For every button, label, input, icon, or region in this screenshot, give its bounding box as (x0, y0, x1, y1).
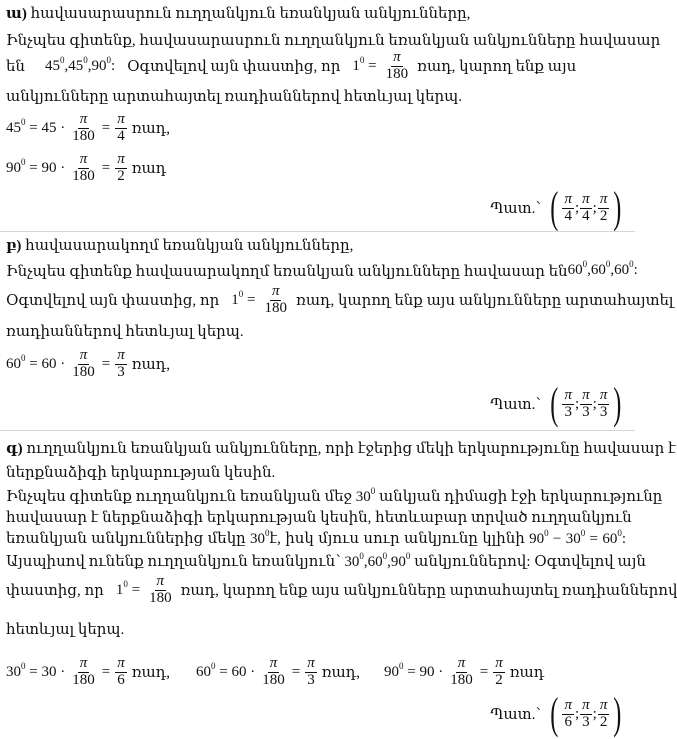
right-paren: ) (613, 183, 622, 232)
angles-text: $60^0,60^0,60^0$: (567, 259, 638, 278)
answer-label: Պատ.՝ (490, 706, 541, 723)
fraction: $\frac{\pi}{4}$ (117, 110, 125, 144)
answer-label: Պատ.՝ (490, 396, 541, 413)
equals-sign: = (291, 663, 301, 680)
left-paren: ( (550, 379, 559, 428)
right-paren: ) (613, 689, 622, 738)
section-c-equation-3 (384, 650, 544, 694)
left-paren: ( (550, 689, 559, 738)
unit: ռադ, (321, 664, 360, 681)
section-c-heading (6, 439, 676, 458)
fraction: $\frac{\pi}{180}$ (72, 346, 95, 380)
equals-sign: = (101, 119, 111, 136)
section-b-label: բ) (6, 238, 22, 254)
section-divider (0, 231, 635, 232)
section-a-line-3 (6, 47, 576, 85)
one-degree: $1^0$ = (115, 578, 141, 598)
section-a-equation-2 (6, 146, 166, 190)
fraction: $\frac{\pi}{180}$ (264, 282, 287, 316)
one-degree: $1^0$ = (231, 288, 256, 308)
left-paren: ( (550, 183, 559, 232)
line-text: ռադ, կարող ենք այս անկյունները արտահայտել ռադիաններով (180, 582, 677, 599)
section-c-equation-2 (196, 650, 360, 694)
fraction: $\frac{\pi}{180}$ (385, 48, 409, 82)
equals-sign: = (101, 159, 111, 176)
right-paren: ) (613, 379, 622, 428)
section-c-line-2: ներքնաձիգի երկարության կեսին. (6, 465, 276, 481)
fraction: $\frac{\pi}{3}$ (117, 346, 125, 380)
answer-fractions: $\frac{\pi}{4}$ ; $\frac{\pi}{4}$ ; $\frac{\pi}{2}$ (564, 190, 608, 224)
section-a-line-2: Ինչպես գիտենք, հավասարասրուն ուղղանկյուն եռանկյան անկյունները հավասար (6, 33, 661, 49)
line-text: են (6, 58, 25, 75)
section-b-line-3 (6, 278, 674, 322)
section-c-heading-text: ուղղանկյուն եռանկյան անկյունները, որի էջերից մեկի երկարությունը հավասար է (22, 441, 676, 457)
section-b-heading-text: հավասարակողմ եռանկյան անկյունները, (21, 238, 354, 254)
section-a-heading (6, 4, 470, 23)
section-c-line-7 (6, 568, 677, 612)
equals-sign: = (101, 355, 111, 372)
section-a-line-4: անկյունները արտահայտել ռադիաններով հետևյալ կերպ. (6, 89, 463, 105)
section-c-equation-1 (6, 650, 170, 694)
fraction: $\frac{\pi}{2}$ (495, 654, 503, 688)
unit: ռադ (509, 664, 545, 681)
line-text: ռադ, կարող ենք այս (417, 58, 577, 75)
section-c-label: գ) (6, 441, 23, 457)
fraction: $\frac{\pi}{3}$ (307, 654, 315, 688)
fraction: $\frac{\pi}{6}$ (117, 654, 125, 688)
equals-sign: = (479, 663, 489, 680)
answer-fractions: $\frac{\pi}{3}$ ; $\frac{\pi}{3}$ ; $\frac{\pi}{3}$ (564, 386, 608, 420)
equation-lhs: $60^0 = 60$ · (196, 660, 256, 680)
fraction: $\frac{\pi}{2}$ (117, 150, 125, 184)
unit: ռադ, (131, 664, 170, 681)
section-c-answer (490, 689, 625, 738)
equation-lhs: $30^0 = 30$ · (6, 660, 66, 680)
angles-text: $45^0,45^0,90^0$: (44, 54, 116, 74)
answer-label: Պատ.՝ (490, 200, 541, 217)
section-b-line-4: ռադիաններով հետևյալ կերպ. (6, 324, 244, 340)
fraction: $\frac{\pi}{180}$ (450, 654, 473, 688)
unit: ռադ, (131, 356, 170, 373)
line-text: Ինչպես գիտենք հավասարակողմ եռանկյան անկյունները հավասար են (6, 264, 568, 280)
section-a-heading-text: հավասարասրուն ուղղանկյուն եռանկյան անկյունները, (26, 6, 471, 22)
section-a-answer (490, 183, 625, 232)
equation-lhs: $90^0 = 90$ · (384, 660, 444, 680)
fraction: $\frac{\pi}{180}$ (72, 110, 95, 144)
line-text: Օգտվելով այն փաստից, որ (6, 292, 220, 309)
section-c-line-5: եռանկյան անկյուններից մեկը $30^0է$, իսկ մյուս սուր անկյունը կլինի $90^0 - 30^0 = 60^0$: (6, 528, 626, 547)
section-c-line-8: հետևյալ կերպ. (6, 622, 125, 638)
section-a-label: ա) (6, 6, 27, 22)
section-c-line-3: Ինչպես գիտենք ուղղանկյուն եռանկյան մեջ $30^0$ անկյան դիմացի էջի երկարությունը (6, 486, 663, 505)
unit: ռադ (131, 160, 167, 177)
fraction: $\frac{\pi}{180}$ (262, 654, 285, 688)
section-b-answer (490, 379, 625, 428)
section-b-equation (6, 342, 170, 386)
equals-sign: = (101, 663, 111, 680)
line-text: ռադ, կարող ենք այս անկյունները արտահայտել (295, 292, 674, 309)
equation-lhs: $60^0 = 60$ · (6, 352, 66, 372)
section-c-line-6: Այսպիսով ունենք ուղղանկյուն եռանկյուն՝ $30^0,60^0,90^0$ անկյուններով: Օգտվելով այն (6, 551, 646, 570)
unit: ռադ, (131, 120, 170, 137)
section-divider (0, 430, 635, 431)
section-a-equation-1 (6, 106, 170, 150)
answer-fractions: $\frac{\pi}{6}$ ; $\frac{\pi}{3}$ ; $\frac{\pi}{2}$ (564, 696, 608, 730)
fraction: $\frac{\pi}{180}$ (149, 572, 172, 606)
line-text: Օգտվելով այն փաստից, որ (127, 58, 341, 75)
one-degree: $1^0$ = (352, 54, 377, 74)
line-text: փաստից, որ (6, 582, 104, 599)
equation-lhs: $45^0 = 45$ · (6, 116, 66, 136)
section-b-heading (6, 236, 353, 255)
fraction: $\frac{\pi}{180}$ (72, 654, 95, 688)
equation-lhs: $90^0 = 90$ · (6, 156, 66, 176)
fraction: $\frac{\pi}{180}$ (72, 150, 95, 184)
section-c-line-4: հավասար է ներքնաձիգի երկարության կեսին, հետևաբար տրված ուղղանկյուն (6, 510, 632, 526)
